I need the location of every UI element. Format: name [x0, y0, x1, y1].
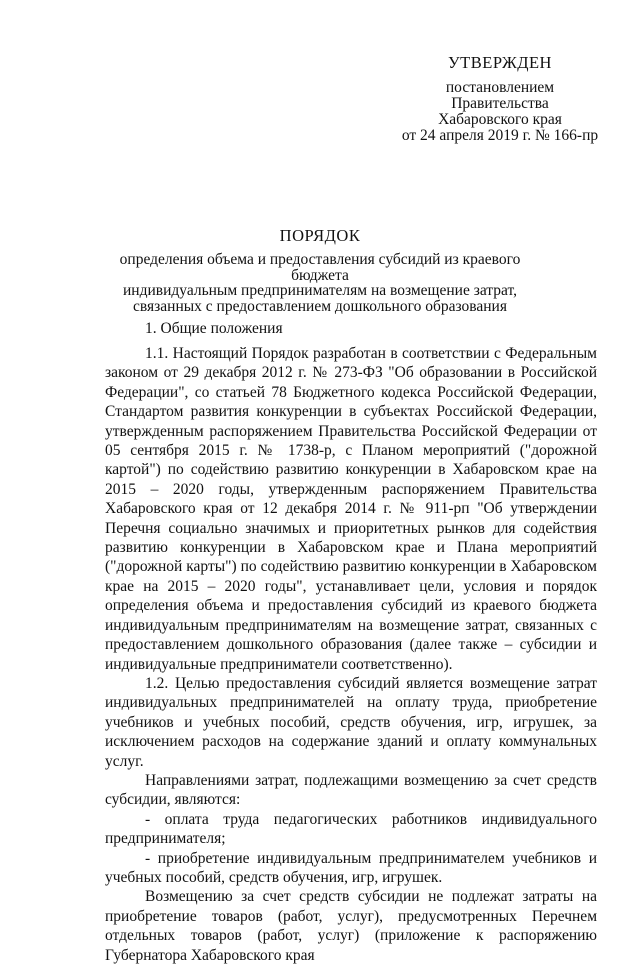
paragraph-bullet-1: - оплата труда педагогических работников индивидуального предпринимателя;	[105, 810, 597, 848]
approved-label: УТВЕРЖДЕН	[448, 53, 552, 72]
document-title: ПОРЯДОК	[279, 226, 361, 245]
approval-line-3: Хабаровского края	[438, 111, 562, 128]
approval-line-4: от 24 апреля 2019 г. № 166-пр	[401, 127, 599, 144]
body-text	[105, 344, 597, 965]
document-subtitle	[95, 252, 545, 314]
paragraph-directions: Направлениями затрат, подлежащими возмещению за счет средств субсидии, являются:	[105, 771, 597, 809]
approval-line-1: постановлением	[445, 79, 555, 96]
approval-line-2: Правительства	[451, 95, 549, 112]
subtitle-line-1: определения объема и предоставления субсидий из краевого бюджета	[119, 251, 521, 284]
paragraph-exclusions: Возмещению за счет средств субсидии не подлежат затраты на приобретение товаров (работ, услуг), предусмотренных Перечнем отдельных товаров (работ, услуг) (приложение к распоряжению Губернатора Хабаровского края	[105, 888, 597, 964]
section-heading: 1. Общие положения	[145, 320, 283, 337]
paragraph-1-2: 1.2. Целью предоставления субсидий является возмещение затрат индивидуальных предпринимателей на оплату труда, приобретение учебников и учебных пособий, средств обучения, игр, игрушек, за исключением расходов на содержание зданий и оплату коммунальных услуг.	[105, 674, 597, 770]
approval-stamp-block	[395, 55, 605, 144]
paragraph-1-1: 1.1. Настоящий Порядок разработан в соответствии с Федеральным законом от 29 декабря 2012 г. № 273-ФЗ "Об образовании в Российской Федерации", со статьей 78 Бюджетного кодекса Российской Федерации, Стандартом развития конкуренции в субъектах Российской Федерации, утвержденным распоряжением Правительства Российской Федерации от 05 сентября 2015 г. № 1738-р, с Планом мероприятий ("дорожной картой") по содействию развитию конкуренции в Хабаровском крае на 2015 – 2020 годы, утвержденным распоряжением Правительства Хабаровского края от 12 декабря 2014 г. № 911-рп "Об утверждении Перечня социально значимых и приоритетных рынков для содействия развитию конкуренции в Хабаровском крае и Плана мероприятий ("дорожной карты") по содействию развитию конкуренции в Хабаровском крае на 2015 – 2020 годы", устанавливает цели, условия и порядок определения объема и предоставления субсидий из краевого бюджета индивидуальным предпринимателям на возмещение затрат, связанных с предоставлением дошкольного образования (далее также – субсидии и индивидуальные предприниматели соответственно).	[105, 345, 597, 673]
subtitle-line-3: связанных с предоставлением дошкольного образования	[133, 297, 507, 315]
subtitle-line-2: индивидуальным предпринимателям на возмещение затрат,	[123, 282, 517, 299]
paragraph-bullet-2: - приобретение индивидуальным предпринимателем учебников и учебных пособий, средств обучения, игр, игрушек.	[105, 849, 597, 886]
